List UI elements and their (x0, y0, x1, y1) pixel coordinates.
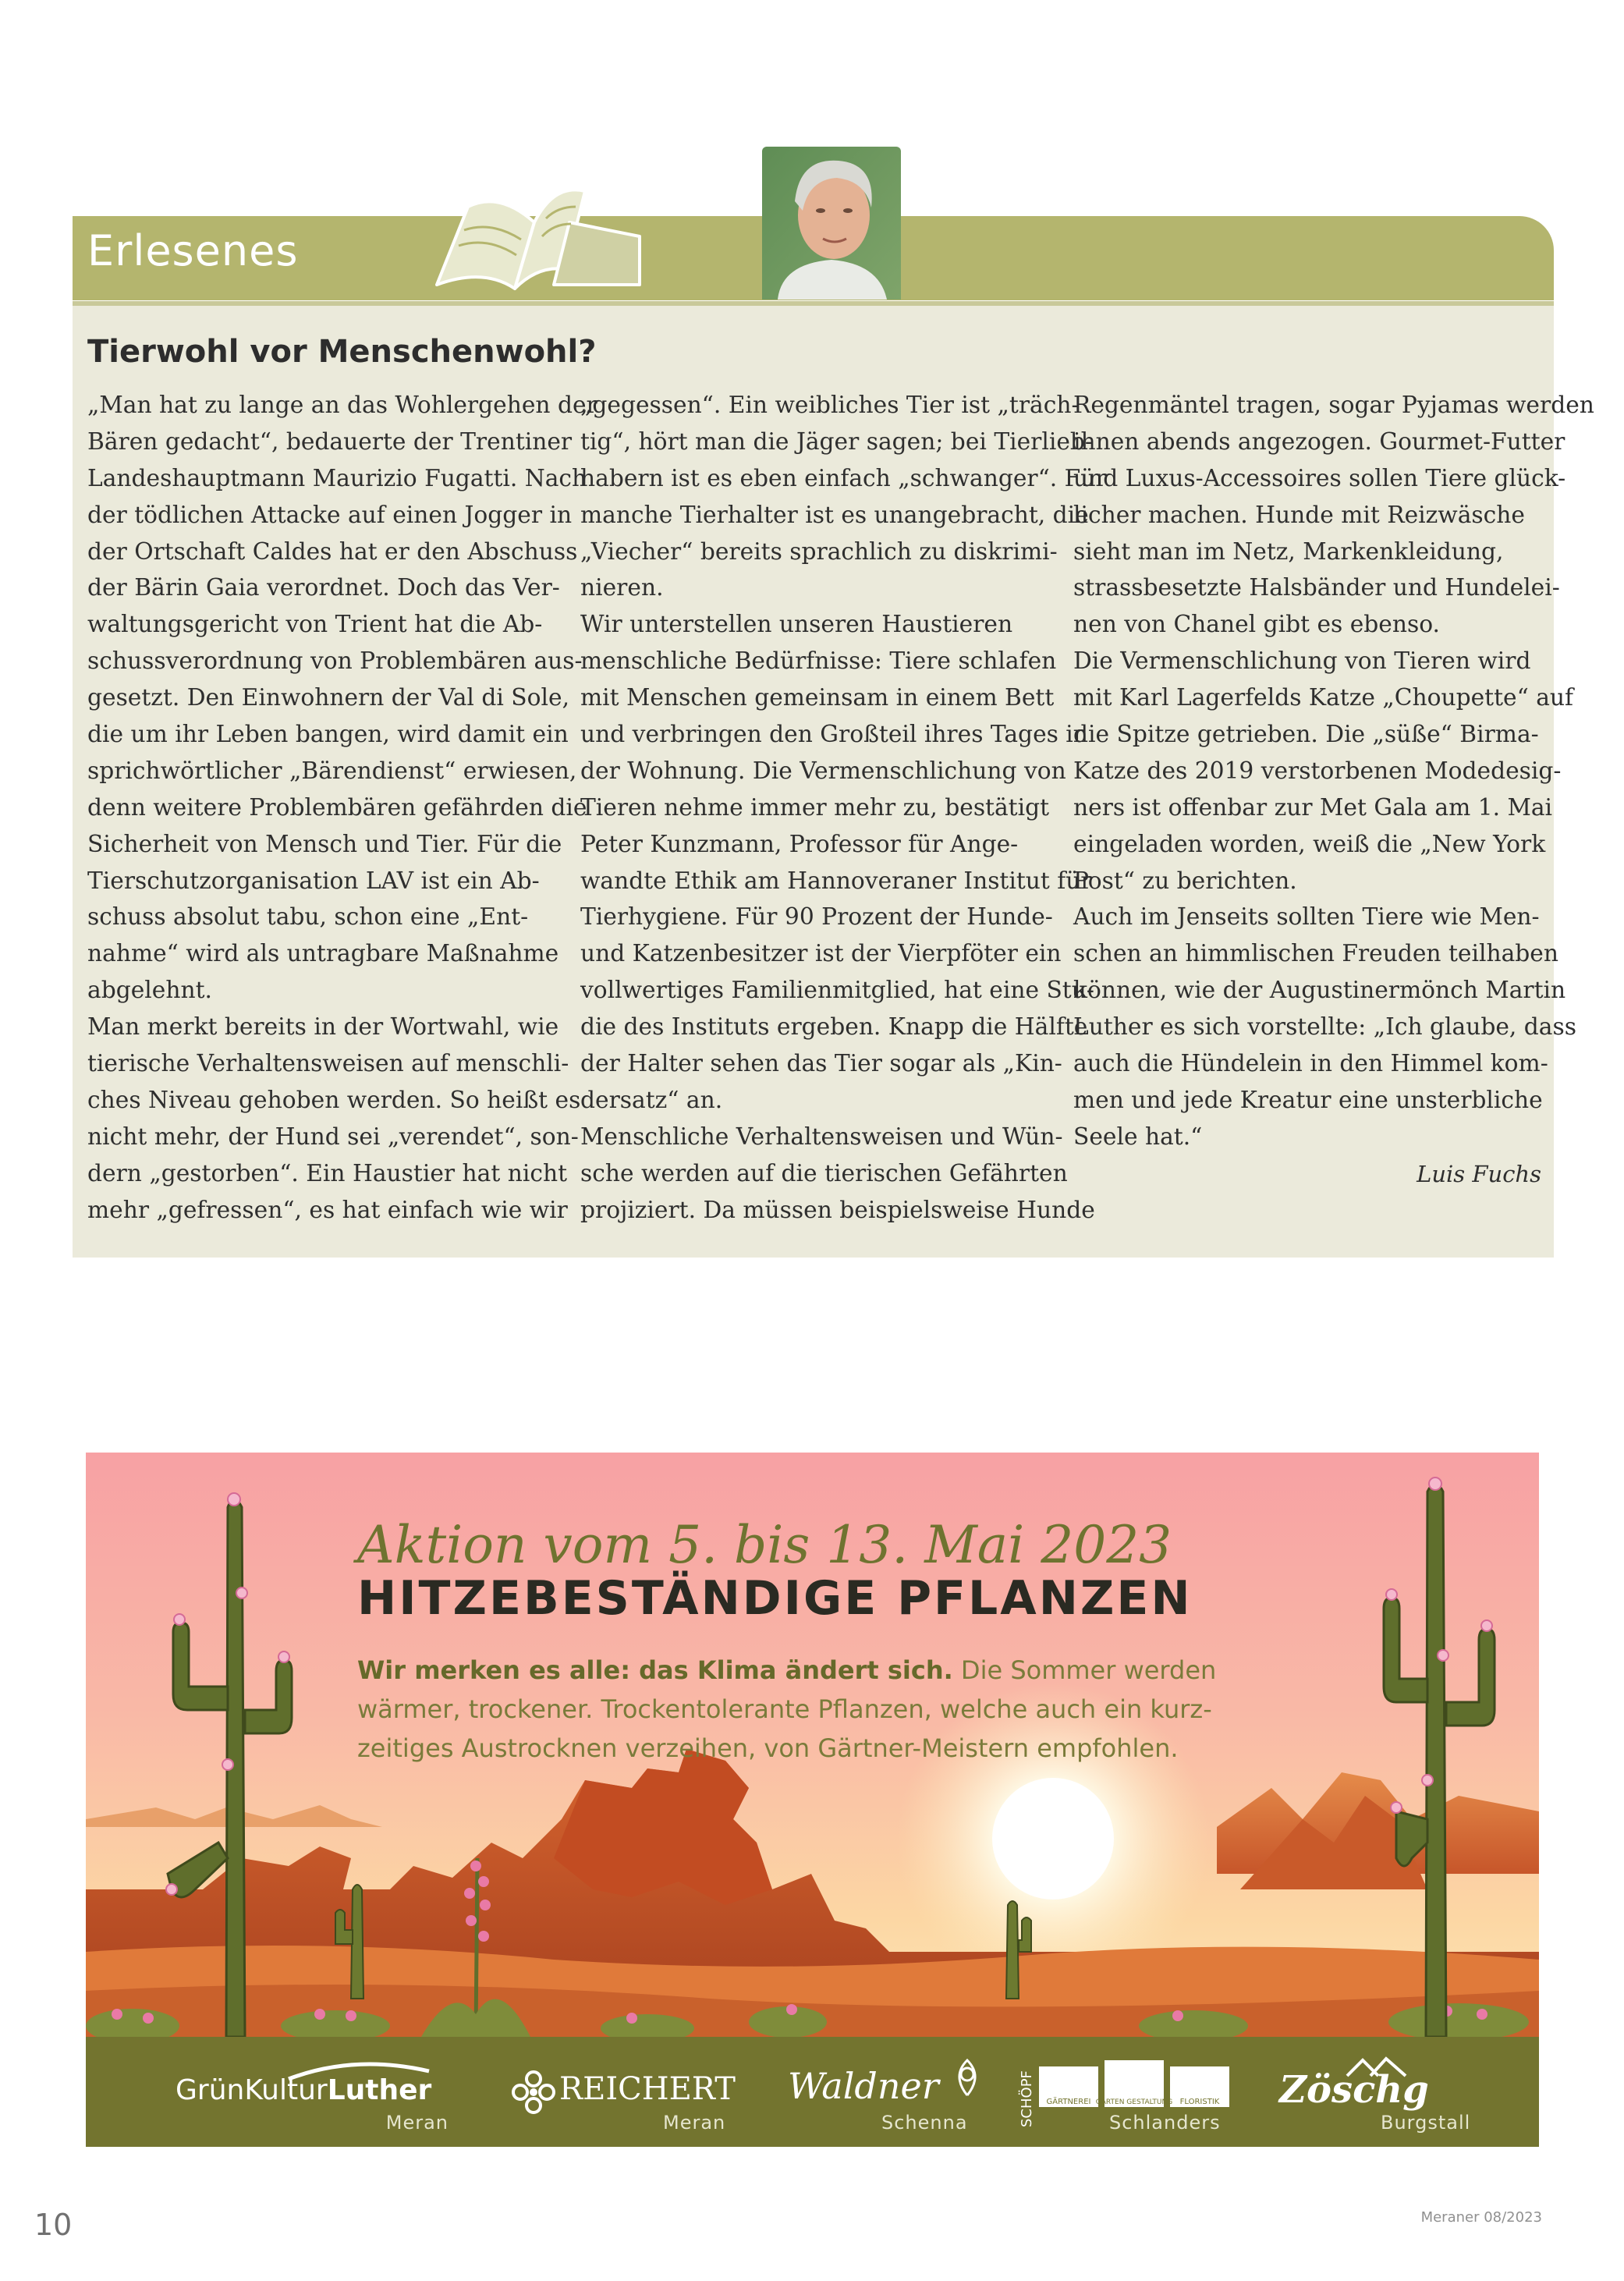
text-line: der Wohnung. Die Vermenschlichung von (580, 757, 1066, 785)
article-column-3 (1073, 388, 1594, 1193)
text-line: Seele hat.“ (1073, 1123, 1203, 1151)
logo-zoeschg[interactable] (1271, 2037, 1505, 2147)
text-line: Katze des 2019 verstorbenen Modedesig- (1073, 757, 1562, 785)
logo-town: Schenna (881, 2112, 968, 2134)
text-line: licher machen. Hunde mit Reizwäsche (1073, 501, 1525, 529)
logo-wordmark: Waldner (788, 2065, 939, 2107)
text-line: habern ist es eben einfach „schwanger“. Für (580, 464, 1107, 492)
text-line: vollwertiges Familienmitglied, hat eine Stu- (580, 977, 1094, 1005)
text-line: und Katzenbesitzer ist der Vierpföter ein (580, 940, 1062, 968)
text-line: sprichwörtlicher „Bärendienst“ erwiesen, (87, 757, 577, 785)
logo-town: Schlanders (1109, 2112, 1221, 2134)
logo-wordmark: REICHERT (559, 2071, 736, 2107)
text-line: sieht man im Netz, Markenkleidung, (1073, 537, 1504, 566)
text-line: ches Niveau gehoben werden. So heißt es (87, 1086, 581, 1114)
text-line: der tödlichen Attacke auf einen Jogger in (87, 501, 573, 529)
text-line: Post“ zu berichten. (1073, 867, 1297, 895)
ad-text-line (357, 1651, 1371, 1690)
text-line: projiziert. Da müssen beispielsweise Hunde (580, 1196, 1095, 1224)
text-line: nen von Chanel gibt es ebenso. (1073, 611, 1440, 639)
text-line: die um ihr Leben bangen, wird damit ein (87, 721, 569, 749)
text-line: eingeladen worden, weiß die „New York (1073, 830, 1546, 858)
text-line: der Ortschaft Caldes hat er den Abschuss (87, 537, 578, 566)
advertisement[interactable] (86, 1453, 1539, 2147)
text-line: gesetzt. Den Einwohnern der Val di Sole, (87, 684, 570, 712)
text-line: wandte Ethik am Hannoveraner Institut für (580, 867, 1092, 895)
logo-wordmark-a: GrünKultur (176, 2074, 328, 2106)
text-line: die Spitze getrieben. Die „süße“ Birma- (1073, 721, 1539, 749)
text-line: nicht mehr, der Hund sei „verendet“, son- (87, 1123, 579, 1151)
text-line: Die Vermenschlichung von Tieren wird (1073, 647, 1531, 676)
text-line: dersatz“ an. (580, 1086, 723, 1114)
text-line: ners ist offenbar zur Met Gala am 1. Mai (1073, 793, 1553, 821)
text-line: schussverordnung von Problembären aus- (87, 647, 583, 676)
text-line: tierische Verhaltensweisen auf menschli- (87, 1050, 569, 1078)
text-line: Sicherheit von Mensch und Tier. Für die (87, 830, 562, 858)
schoepf-vertical-text (1017, 2059, 1036, 2129)
logo-schoepf[interactable] (1017, 2037, 1251, 2147)
text-line: „Viecher“ bereits sprachlich zu diskrimi- (580, 537, 1058, 566)
text-line: abgelehnt. (87, 977, 212, 1005)
flower-icon (511, 2070, 556, 2115)
logo-waldner[interactable] (788, 2037, 1022, 2147)
text-line: mit Menschen gemeinsam in einem Bett (580, 684, 1055, 712)
text-line: schen an himmlischen Freuden teilhaben (1073, 940, 1558, 968)
logo-reichert[interactable] (511, 2037, 745, 2147)
issue-label: Meraner 08/2023 (1420, 2209, 1542, 2226)
text-line: Tieren nehme immer mehr zu, bestätigt (580, 793, 1050, 821)
text-line: waltungsgericht von Trient hat die Ab- (87, 611, 543, 639)
text-line: schuss absolut tabu, schon eine „Ent- (87, 903, 529, 931)
logo-town: Meran (663, 2112, 726, 2134)
svg-text:GARTEN GESTALTUNG: GARTEN GESTALTUNG (1095, 2098, 1173, 2106)
text-line: Man merkt bereits in der Wortwahl, wie (87, 1013, 559, 1041)
text-line: nieren. (580, 574, 664, 602)
text-line: mehr „gefressen“, es hat einfach wie wir (87, 1196, 568, 1224)
text-line: und Luxus-Accessoires sollen Tiere glück- (1073, 464, 1566, 492)
text-line: „Man hat zu lange an das Wohlergehen der (87, 392, 597, 419)
text-line: menschliche Bedürfnisse: Tiere schlafen (580, 647, 1057, 676)
text-line: auch die Hündelein in den Himmel kom- (1073, 1050, 1548, 1078)
logo-town: Burgstall (1381, 2112, 1471, 2134)
logo-wordmark-vertical (1017, 2059, 1036, 2129)
logo-wordmark (176, 2074, 431, 2106)
text-line: der Bärin Gaia verordnet. Doch das Ver- (87, 574, 560, 602)
text-line: sche werden auf die tierischen Gefährten (580, 1159, 1068, 1187)
text-line: „gegessen“. Ein weibliches Tier ist „träch- (580, 392, 1080, 419)
text-line: nahme“ wird als untragbare Maßnahme (87, 940, 559, 968)
schoepf-label-boxes (1039, 2060, 1229, 2110)
section-title: Erlesenes (87, 226, 299, 275)
logo-gruenkultur-luther[interactable] (176, 2037, 456, 2147)
svg-text:SCHÖPF: SCHÖPF (1019, 2070, 1035, 2127)
ad-body-text (357, 1651, 1371, 1768)
ad-text-line: zeitiges Austrocknen verzeihen, von Gärtner-Meistern empfohlen. (357, 1733, 1179, 1763)
article-column-1 (87, 388, 597, 1229)
text-line: Auch im Jenseits sollten Tiere wie Men- (1073, 903, 1540, 931)
ad-logo-bar (86, 2037, 1539, 2147)
text-line: Wir unterstellen unseren Haustieren (580, 611, 1013, 639)
text-line: Tierhygiene. Für 90 Prozent der Hunde- (580, 903, 1053, 931)
ad-title: HITZEBESTÄNDIGE PFLANZEN (357, 1571, 1193, 1626)
text-line: mit Karl Lagerfelds Katze „Choupette“ auf (1073, 684, 1574, 712)
text-line: Menschliche Verhaltensweisen und Wün- (580, 1123, 1063, 1151)
ad-text-line: wärmer, trockener. Trockentolerante Pflanzen, welche auch ein kurz- (357, 1694, 1212, 1724)
text-line: und verbringen den Großteil ihres Tages in (580, 721, 1088, 749)
text-line: manche Tierhalter ist es unangebracht, die (580, 501, 1089, 529)
open-book-icon (421, 176, 647, 293)
logo-wordmark: Zöschg (1279, 2068, 1429, 2112)
page-number: 10 (34, 2208, 73, 2242)
text-line: tig“, hört man die Jäger sagen; bei Tierlieb- (580, 427, 1093, 456)
text-line: die des Instituts ergeben. Knapp die Hälfte (580, 1013, 1088, 1041)
author-portrait (762, 147, 901, 300)
text-line: können, wie der Augustinermönch Martin (1073, 977, 1566, 1005)
text-line: Landeshauptmann Maurizio Fugatti. Nach (87, 464, 587, 492)
text-line: Luther es sich vorstellte: „Ich glaube, dass (1073, 1013, 1576, 1041)
text-line: Regenmäntel tragen, sogar Pyjamas werden (1073, 392, 1594, 419)
ad-text-rest: Die Sommer werden (952, 1655, 1217, 1685)
text-line: dern „gestorben“. Ein Haustier hat nicht (87, 1159, 568, 1187)
leaf-spiral-icon (944, 2052, 991, 2099)
text-line: der Halter sehen das Tier sogar als „Kin- (580, 1050, 1062, 1078)
svg-text:GÄRTNEREI: GÄRTNEREI (1046, 2098, 1091, 2106)
text-line: strassbesetzte Halsbänder und Hundelei- (1073, 574, 1560, 602)
text-line: Bären gedacht“, bedauerte der Trentiner (87, 427, 573, 456)
ad-headline: Aktion vom 5. bis 13. Mai 2023 (357, 1515, 1172, 1575)
logo-town: Meran (385, 2112, 449, 2134)
text-line: denn weitere Problembären gefährden die (87, 793, 587, 821)
svg-text:FLORISTIK: FLORISTIK (1179, 2098, 1220, 2106)
logo-wordmark-b: Luther (327, 2074, 432, 2106)
text-line: men und jede Kreatur eine unsterbliche (1073, 1086, 1543, 1114)
text-line: ihnen abends angezogen. Gourmet-Futter (1073, 427, 1565, 456)
article-author: Luis Fuchs (1417, 1160, 1541, 1187)
article-column-2 (580, 388, 1107, 1229)
article-headline: Tierwohl vor Menschenwohl? (87, 334, 597, 370)
text-line: Peter Kunzmann, Professor für Ange- (580, 830, 1019, 858)
ad-text-bold: Wir merken es alle: das Klima ändert sich. (357, 1655, 953, 1685)
text-line: Tierschutzorganisation LAV ist ein Ab- (87, 867, 540, 895)
